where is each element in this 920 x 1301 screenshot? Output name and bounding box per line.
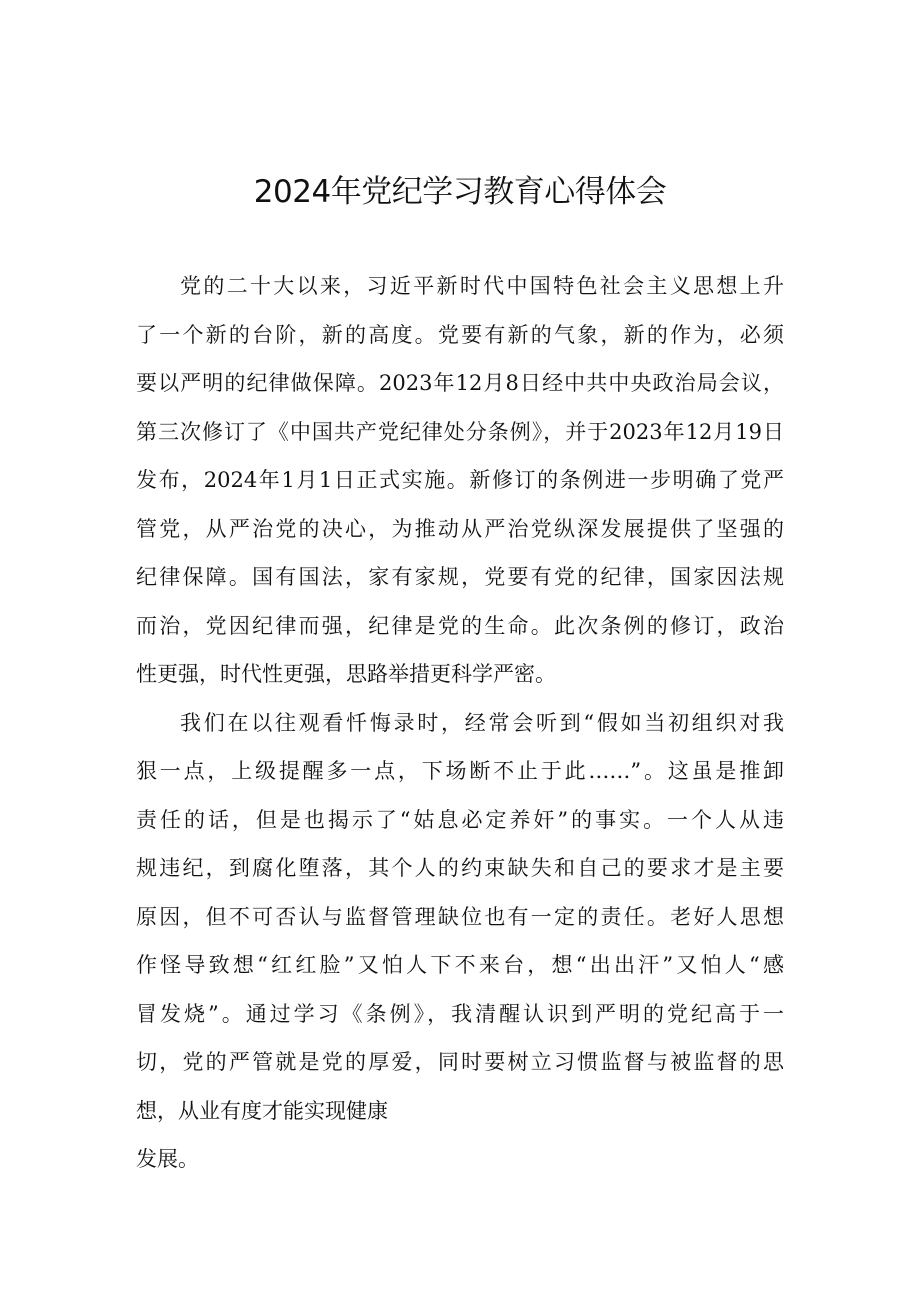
text-line: 发展。 — [136, 1147, 199, 1171]
text-line: 党的二十大以来，习近平新时代中国特色社会主义思想上升 — [180, 274, 784, 298]
text-line: 想，从业有度才能实现健康 — [136, 1098, 388, 1123]
text-line: 狠一点，上级提醒多一点，下场断不止于此……”。这虽是推卸 — [136, 759, 784, 783]
text-line: 纪律保障。国有国法，家有家规，党要有党的纪律，国家因法规 — [136, 565, 784, 589]
text-line: 而治，党因纪律而强，纪律是党的生命。此次条例的修订，政治 — [136, 613, 784, 638]
paragraph-2 — [136, 703, 784, 1188]
text-line: 冒发烧”。通过学习《条例》，我清醒认识到严明的党纪高于一 — [136, 1001, 784, 1026]
text-line: 要以严明的纪律做保障。2023年12月8日经中共中央政治局会议， — [136, 371, 784, 395]
text-line: 第三次修订了《中国共产党纪律处分条例》，并于2023年12月19日 — [136, 419, 784, 444]
text-line: 我们在以往观看忏悔录时，经常会听到“假如当初组织对我 — [180, 710, 784, 735]
text-line: 原因，但不可否认与监督管理缺位也有一定的责任。老好人思想 — [136, 904, 784, 929]
document-title: 2024年党纪学习教育心得体会 — [253, 174, 667, 210]
text-line: 性更强，时代性更强，思路举措更科学严密。 — [136, 662, 556, 686]
text-line: 发布，2024年1月1日正式实施。新修订的条例进一步明确了党严 — [136, 468, 784, 492]
text-line: 切，党的严管就是党的厚爱，同时要树立习惯监督与被监督的思 — [136, 1050, 784, 1074]
text-line: 作怪导致想“红红脸”又怕人下不来台，想“出出汗”又怕人“感 — [136, 953, 784, 977]
paragraph-1 — [136, 266, 784, 703]
document-body — [136, 266, 784, 1188]
text-line: 管党，从严治党的决心，为推动从严治党纵深发展提供了坚强的 — [136, 516, 784, 541]
text-line: 规违纪，到腐化堕落，其个人的约束缺失和自己的要求才是主要 — [136, 856, 784, 880]
text-line: 责任的话，但是也揭示了“姑息必定养奸”的事实。一个人从违 — [136, 807, 784, 832]
text-line: 了一个新的台阶，新的高度。党要有新的气象，新的作为，必须 — [136, 322, 784, 347]
